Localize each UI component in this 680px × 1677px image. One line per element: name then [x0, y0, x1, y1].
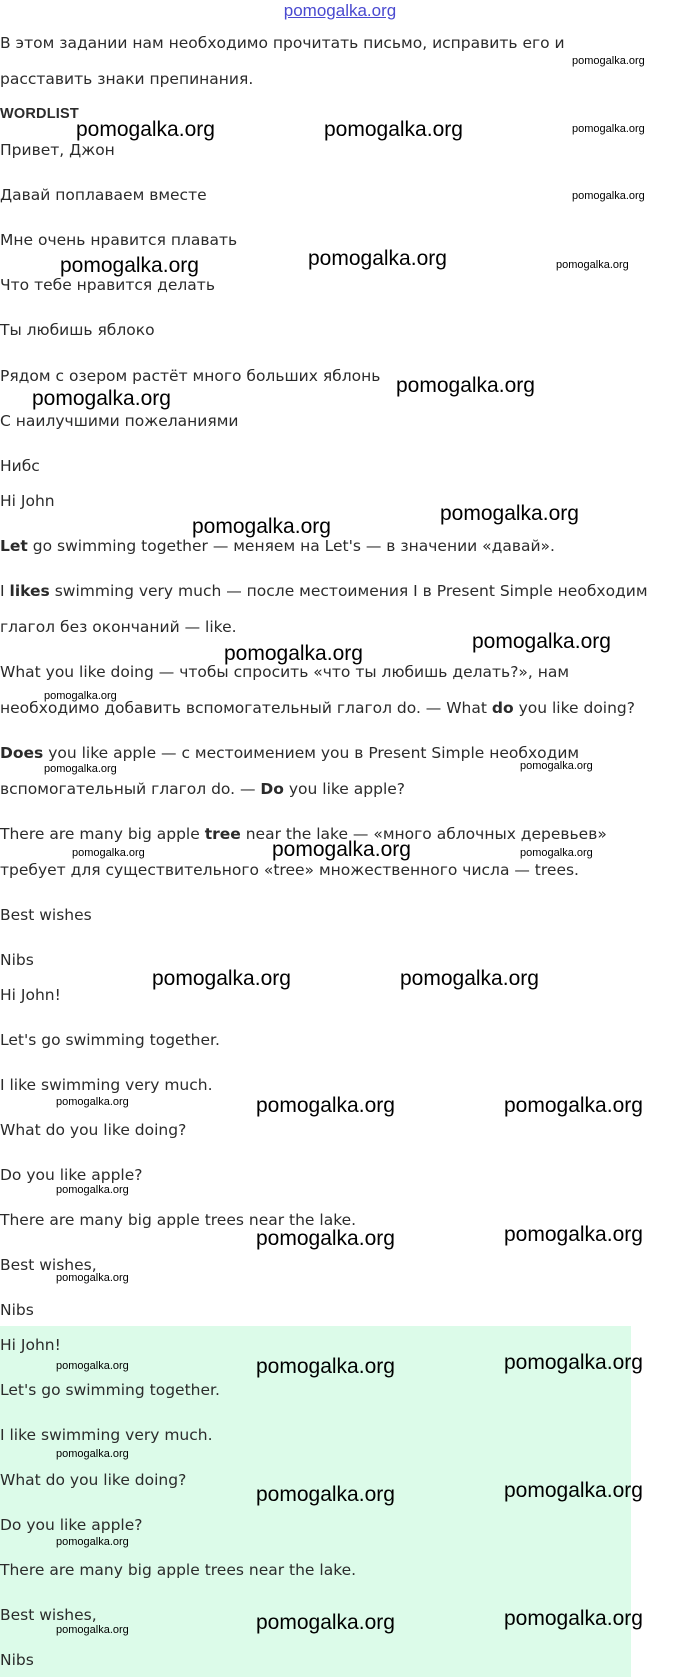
original-signature: Nibs	[0, 951, 34, 969]
answer-line: Best wishes,	[0, 1606, 97, 1624]
watermark: pomogalka.org	[56, 1360, 129, 1372]
answer-line: Hi John!	[0, 1336, 61, 1354]
watermark: pomogalka.org	[44, 763, 117, 775]
correction-5-cont: требует для существительного «tree» множественного числа — trees.	[0, 861, 579, 879]
corrected-line: Best wishes,	[0, 1256, 97, 1274]
watermark: pomogalka.org	[520, 760, 593, 772]
correction-1	[0, 536, 555, 556]
wordlist-heading: WORDLIST	[0, 106, 79, 122]
watermark: pomogalka.org	[504, 1479, 643, 1502]
error-word: tree	[204, 825, 241, 843]
ru-line: Мне очень нравится плавать	[0, 231, 238, 249]
error-word: Let	[0, 537, 28, 555]
watermark: pomogalka.org	[504, 1607, 643, 1630]
watermark: pomogalka.org	[396, 374, 535, 397]
watermark: pomogalka.org	[56, 1272, 129, 1284]
watermark: pomogalka.org	[152, 967, 291, 990]
explanation: необходимо добавить вспомогательный глагол do. — What	[0, 699, 492, 717]
ru-line: Привет, Джон	[0, 141, 115, 159]
watermark: pomogalka.org	[256, 1227, 395, 1250]
ru-line: С наилучшими пожеланиями	[0, 412, 239, 430]
watermark: pomogalka.org	[572, 190, 645, 202]
explanation-end: you like doing?	[513, 699, 635, 717]
explanation: swimming very much — после местоимения I в Present Simple необходим	[49, 582, 648, 600]
watermark: pomogalka.org	[308, 247, 447, 270]
watermark: pomogalka.org	[256, 1355, 395, 1378]
answer-line: There are many big apple trees near the lake.	[0, 1561, 357, 1579]
watermark: pomogalka.org	[44, 690, 117, 702]
correction-2	[0, 581, 648, 601]
correction-4	[0, 743, 579, 763]
watermark: pomogalka.org	[56, 1184, 129, 1196]
prefix: There are many big apple	[0, 825, 205, 843]
explanation: near the lake — «много аблочных деревьев»	[240, 825, 607, 843]
watermark: pomogalka.org	[256, 1611, 395, 1634]
watermark: pomogalka.org	[56, 1448, 129, 1460]
watermark: pomogalka.org	[472, 630, 611, 653]
ru-line: Рядом с озером растёт много больших яблонь	[0, 367, 381, 385]
answer-line: What do you like doing?	[0, 1471, 187, 1489]
watermark: pomogalka.org	[256, 1094, 395, 1117]
watermark: pomogalka.org	[76, 118, 215, 141]
watermark: pomogalka.org	[272, 838, 411, 861]
watermark: pomogalka.org	[224, 642, 363, 665]
corrected-line: Nibs	[0, 1301, 34, 1319]
explanation: вспомогательный глагол do. —	[0, 780, 261, 798]
error-word: Does	[0, 744, 44, 762]
watermark: pomogalka.org	[504, 1223, 643, 1246]
prefix: I	[0, 582, 10, 600]
corrected-line: What do you like doing?	[0, 1121, 187, 1139]
explanation: you like apple — с местоимением you в Present Simple необходим	[43, 744, 580, 762]
watermark: pomogalka.org	[60, 254, 199, 277]
watermark: pomogalka.org	[56, 1536, 129, 1548]
watermark: pomogalka.org	[572, 55, 645, 67]
watermark: pomogalka.org	[192, 515, 331, 538]
watermark: pomogalka.org	[556, 259, 629, 271]
fixed-word: do	[491, 699, 514, 717]
corrected-line: Hi John!	[0, 986, 61, 1004]
explanation-end: you like apple?	[283, 780, 406, 798]
ru-line: Нибс	[0, 457, 40, 475]
ru-line: Что тебе нравится делать	[0, 276, 215, 294]
correction-2-cont: глагол без окончаний — like.	[0, 618, 237, 636]
ru-line: Давай поплаваем вместе	[0, 186, 207, 204]
explanation: go swimming together — меняем на Let's — в значении «давай».	[27, 537, 555, 555]
watermark: pomogalka.org	[504, 1094, 643, 1117]
corrected-line: Let's go swimming together.	[0, 1031, 220, 1049]
correction-3: What you like doing — чтобы спросить «что ты любишь делать?», нам	[0, 663, 570, 681]
error-word: likes	[9, 582, 50, 600]
watermark: pomogalka.org	[32, 387, 171, 410]
watermark: pomogalka.org	[520, 847, 593, 859]
corrected-line: Do you like apple?	[0, 1166, 143, 1184]
original-closing: Best wishes	[0, 906, 92, 924]
fixed-word: Do	[260, 780, 284, 798]
watermark: pomogalka.org	[440, 502, 579, 525]
watermark: pomogalka.org	[72, 847, 145, 859]
site-header-link[interactable]: pomogalka.org	[283, 1, 397, 20]
answer-line: Let's go swimming together.	[0, 1381, 220, 1399]
answer-line: I like swimming very much.	[0, 1426, 213, 1444]
watermark: pomogalka.org	[56, 1096, 129, 1108]
correction-4-cont	[0, 779, 405, 799]
watermark: pomogalka.org	[572, 123, 645, 135]
watermark: pomogalka.org	[324, 118, 463, 141]
watermark: pomogalka.org	[56, 1624, 129, 1636]
original-greeting: Hi John	[0, 492, 55, 510]
corrected-line: I like swimming very much.	[0, 1076, 213, 1094]
intro-line-1: В этом задании нам необходимо прочитать письмо, исправить его и	[0, 34, 565, 52]
watermark: pomogalka.org	[256, 1483, 395, 1506]
answer-line: Nibs	[0, 1651, 34, 1669]
answer-line: Do you like apple?	[0, 1516, 143, 1534]
ru-line: Ты любишь яблоко	[0, 321, 155, 339]
intro-line-2: расставить знаки препинания.	[0, 70, 254, 88]
corrected-line: There are many big apple trees near the lake.	[0, 1211, 357, 1229]
watermark: pomogalka.org	[504, 1351, 643, 1374]
watermark: pomogalka.org	[400, 967, 539, 990]
